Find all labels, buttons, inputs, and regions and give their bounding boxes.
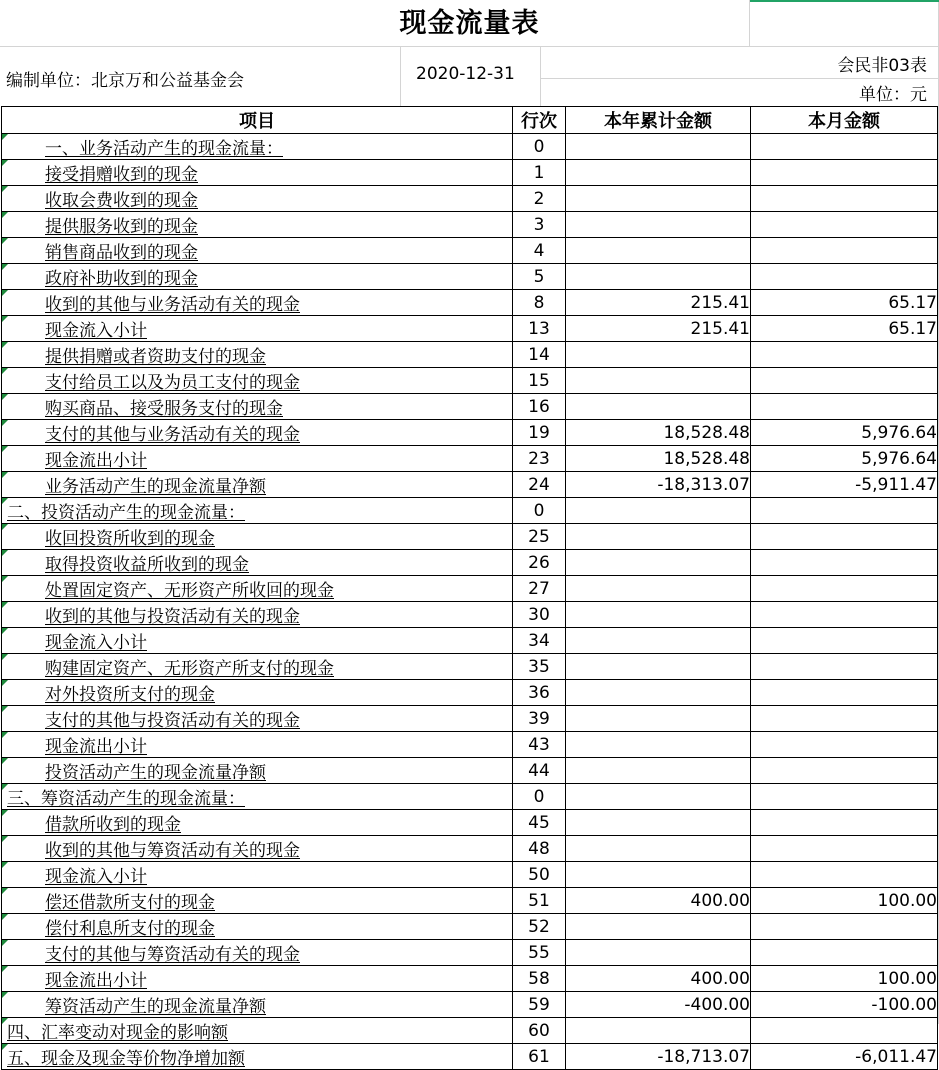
row-month[interactable] xyxy=(751,940,938,966)
row-line[interactable]: 14 xyxy=(513,342,566,368)
row-item: 支付的其他与业务活动有关的现金 xyxy=(45,425,300,445)
row-ytd[interactable]: 18,528.48 xyxy=(566,446,751,472)
error-indicator-icon xyxy=(2,680,8,686)
row-month[interactable] xyxy=(751,524,938,550)
row-item: 现金流入小计 xyxy=(45,633,147,653)
table-row[interactable] xyxy=(2,940,938,966)
error-indicator-icon xyxy=(2,238,8,244)
row-item: 收到的其他与业务活动有关的现金 xyxy=(45,295,300,315)
row-month[interactable] xyxy=(751,212,938,238)
row-month[interactable] xyxy=(751,160,938,186)
row-month[interactable] xyxy=(751,134,938,160)
table-header-row xyxy=(2,107,938,134)
table-row[interactable] xyxy=(2,212,938,238)
row-item: 投资活动产生的现金流量净额 xyxy=(45,763,266,783)
error-indicator-icon xyxy=(2,628,8,634)
row-line[interactable]: 51 xyxy=(513,888,566,914)
row-line[interactable]: 39 xyxy=(513,706,566,732)
row-item: 现金流出小计 xyxy=(45,737,147,757)
error-indicator-icon xyxy=(2,290,8,296)
error-indicator-icon xyxy=(2,888,8,894)
table-row[interactable] xyxy=(2,784,938,810)
row-month[interactable] xyxy=(751,706,938,732)
error-indicator-icon xyxy=(2,472,8,478)
row-ytd[interactable] xyxy=(566,732,751,758)
row-line[interactable]: 45 xyxy=(513,810,566,836)
row-item-cell[interactable] xyxy=(2,134,513,160)
error-indicator-icon xyxy=(2,602,8,608)
row-item-cell[interactable] xyxy=(2,758,513,784)
row-ytd[interactable]: 215.41 xyxy=(566,316,751,342)
row-item-cell[interactable] xyxy=(2,550,513,576)
report-title: 现金流量表 xyxy=(399,8,540,39)
table-row[interactable] xyxy=(2,1044,938,1070)
row-item-cell[interactable] xyxy=(2,680,513,706)
row-month[interactable] xyxy=(751,602,938,628)
row-line[interactable]: 30 xyxy=(513,602,566,628)
row-ytd[interactable] xyxy=(566,264,751,290)
row-ytd[interactable] xyxy=(566,550,751,576)
row-item: 现金流入小计 xyxy=(45,321,147,341)
row-item: 支付的其他与筹资活动有关的现金 xyxy=(45,945,300,965)
table-row[interactable] xyxy=(2,810,938,836)
row-item: 提供服务收到的现金 xyxy=(45,217,198,237)
row-line[interactable]: 0 xyxy=(513,498,566,524)
row-line[interactable]: 1 xyxy=(513,160,566,186)
row-line[interactable]: 36 xyxy=(513,680,566,706)
row-month[interactable] xyxy=(751,758,938,784)
row-item: 接受捐赠收到的现金 xyxy=(45,165,198,185)
row-item-cell[interactable] xyxy=(2,966,513,992)
row-item: 现金流入小计 xyxy=(45,867,147,887)
row-item: 支付给员工以及为员工支付的现金 xyxy=(45,373,300,393)
report-date[interactable]: 2020-12-31 xyxy=(416,64,515,84)
row-ytd[interactable] xyxy=(566,706,751,732)
row-ytd[interactable] xyxy=(566,914,751,940)
row-item: 筹资活动产生的现金流量净额 xyxy=(45,997,266,1017)
row-item-cell[interactable] xyxy=(2,914,513,940)
row-line[interactable]: 55 xyxy=(513,940,566,966)
row-item-cell[interactable] xyxy=(2,654,513,680)
row-item-cell[interactable] xyxy=(2,498,513,524)
row-month[interactable] xyxy=(751,238,938,264)
row-month[interactable] xyxy=(751,862,938,888)
row-ytd[interactable] xyxy=(566,238,751,264)
row-month[interactable] xyxy=(751,550,938,576)
table-row[interactable] xyxy=(2,264,938,290)
row-line[interactable]: 2 xyxy=(513,186,566,212)
header-item: 项目 xyxy=(2,107,513,134)
gridline xyxy=(540,46,541,106)
row-item-cell[interactable] xyxy=(2,394,513,420)
row-line[interactable]: 23 xyxy=(513,446,566,472)
row-ytd[interactable] xyxy=(566,212,751,238)
row-ytd[interactable] xyxy=(566,576,751,602)
row-month[interactable]: 5,976.64 xyxy=(751,420,938,446)
table-row[interactable] xyxy=(2,654,938,680)
error-indicator-icon xyxy=(2,160,8,166)
row-ytd[interactable] xyxy=(566,1018,751,1044)
row-item: 业务活动产生的现金流量净额 xyxy=(45,477,266,497)
row-item-cell[interactable] xyxy=(2,836,513,862)
row-line[interactable]: 24 xyxy=(513,472,566,498)
row-line[interactable]: 48 xyxy=(513,836,566,862)
form-code: 会民非03表 xyxy=(837,56,927,76)
error-indicator-icon xyxy=(2,368,8,374)
table-row[interactable] xyxy=(2,966,938,992)
table-row[interactable] xyxy=(2,836,938,862)
row-item-cell[interactable] xyxy=(2,992,513,1018)
row-item: 四、汇率变动对现金的影响额 xyxy=(7,1023,228,1043)
row-item: 购建固定资产、无形资产所支付的现金 xyxy=(45,659,334,679)
org-label: 编制单位：北京万和公益基金会 xyxy=(6,71,244,91)
row-month[interactable] xyxy=(751,576,938,602)
row-item: 收取会费收到的现金 xyxy=(45,191,198,211)
table-row[interactable] xyxy=(2,498,938,524)
table-row[interactable] xyxy=(2,758,938,784)
row-ytd[interactable]: 18,528.48 xyxy=(566,420,751,446)
table-row[interactable] xyxy=(2,914,938,940)
row-item: 现金流出小计 xyxy=(45,451,147,471)
row-item-cell[interactable] xyxy=(2,186,513,212)
row-line[interactable]: 52 xyxy=(513,914,566,940)
error-indicator-icon xyxy=(2,576,8,582)
row-ytd[interactable] xyxy=(566,524,751,550)
error-indicator-icon xyxy=(2,966,8,972)
table-body xyxy=(2,134,938,1070)
row-item-cell[interactable] xyxy=(2,446,513,472)
table-row[interactable] xyxy=(2,628,938,654)
table-row[interactable] xyxy=(2,316,938,342)
table-row[interactable] xyxy=(2,394,938,420)
row-line[interactable]: 44 xyxy=(513,758,566,784)
header-ytd: 本年累计金额 xyxy=(566,107,751,134)
row-item: 收到的其他与投资活动有关的现金 xyxy=(45,607,300,627)
row-month[interactable] xyxy=(751,342,938,368)
row-item: 对外投资所支付的现金 xyxy=(45,685,215,705)
row-item: 处置固定资产、无形资产所收回的现金 xyxy=(45,581,334,601)
row-item-cell[interactable] xyxy=(2,784,513,810)
row-item-cell[interactable] xyxy=(2,706,513,732)
row-line[interactable]: 27 xyxy=(513,576,566,602)
row-month[interactable] xyxy=(751,264,938,290)
error-indicator-icon xyxy=(2,264,8,270)
table-row[interactable] xyxy=(2,602,938,628)
table-row[interactable] xyxy=(2,862,938,888)
row-ytd[interactable] xyxy=(566,680,751,706)
row-line[interactable]: 3 xyxy=(513,212,566,238)
table-row[interactable] xyxy=(2,680,938,706)
row-ytd[interactable]: -400.00 xyxy=(566,992,751,1018)
unit-label: 单位：元 xyxy=(859,85,927,105)
row-item-cell[interactable] xyxy=(2,628,513,654)
row-ytd[interactable] xyxy=(566,758,751,784)
row-line[interactable]: 58 xyxy=(513,966,566,992)
row-month[interactable] xyxy=(751,186,938,212)
row-ytd[interactable] xyxy=(566,186,751,212)
row-ytd[interactable] xyxy=(566,394,751,420)
row-month[interactable] xyxy=(751,914,938,940)
header-line: 行次 xyxy=(513,107,566,134)
row-item-cell[interactable] xyxy=(2,888,513,914)
error-indicator-icon xyxy=(2,732,8,738)
row-ytd[interactable] xyxy=(566,160,751,186)
cash-flow-table xyxy=(1,106,938,1070)
row-ytd[interactable] xyxy=(566,810,751,836)
row-ytd[interactable] xyxy=(566,628,751,654)
table-row[interactable] xyxy=(2,706,938,732)
error-indicator-icon xyxy=(2,212,8,218)
row-line[interactable]: 0 xyxy=(513,134,566,160)
row-month[interactable] xyxy=(751,368,938,394)
row-line[interactable]: 61 xyxy=(513,1044,566,1070)
row-ytd[interactable] xyxy=(566,342,751,368)
row-month[interactable] xyxy=(751,810,938,836)
table-row[interactable] xyxy=(2,992,938,1018)
row-line[interactable]: 26 xyxy=(513,550,566,576)
row-month[interactable]: -100.00 xyxy=(751,992,938,1018)
table-row[interactable] xyxy=(2,420,938,446)
error-indicator-icon xyxy=(2,1044,8,1050)
row-item-cell[interactable] xyxy=(2,940,513,966)
table-row[interactable] xyxy=(2,290,938,316)
row-item-cell[interactable] xyxy=(2,1044,513,1070)
row-item-cell[interactable] xyxy=(2,212,513,238)
row-item: 五、现金及现金等价物净增加额 xyxy=(7,1049,245,1069)
row-month[interactable]: 100.00 xyxy=(751,888,938,914)
row-item: 偿付利息所支付的现金 xyxy=(45,919,215,939)
row-month[interactable]: 100.00 xyxy=(751,966,938,992)
row-month[interactable] xyxy=(751,732,938,758)
row-ytd[interactable] xyxy=(566,498,751,524)
row-line[interactable]: 8 xyxy=(513,290,566,316)
row-ytd[interactable] xyxy=(566,862,751,888)
table-row[interactable] xyxy=(2,732,938,758)
row-month[interactable] xyxy=(751,680,938,706)
row-line[interactable]: 35 xyxy=(513,654,566,680)
gridline xyxy=(0,46,939,47)
error-indicator-icon xyxy=(2,836,8,842)
row-line[interactable]: 13 xyxy=(513,316,566,342)
row-item: 收到的其他与筹资活动有关的现金 xyxy=(45,841,300,861)
row-item: 借款所收到的现金 xyxy=(45,815,181,835)
row-ytd[interactable]: 400.00 xyxy=(566,966,751,992)
error-indicator-icon xyxy=(2,914,8,920)
header-month: 本月金额 xyxy=(751,107,938,134)
row-month[interactable] xyxy=(751,836,938,862)
row-month[interactable]: 65.17 xyxy=(751,316,938,342)
row-line[interactable]: 0 xyxy=(513,784,566,810)
row-item: 现金流出小计 xyxy=(45,971,147,991)
row-item-cell[interactable] xyxy=(2,472,513,498)
error-indicator-icon xyxy=(2,654,8,660)
error-indicator-icon xyxy=(2,394,8,400)
row-item: 销售商品收到的现金 xyxy=(45,243,198,263)
row-month[interactable] xyxy=(751,498,938,524)
row-line[interactable]: 43 xyxy=(513,732,566,758)
error-indicator-icon xyxy=(2,1018,8,1024)
table-row[interactable] xyxy=(2,342,938,368)
table-row[interactable] xyxy=(2,186,938,212)
row-item: 一、业务活动产生的现金流量： xyxy=(45,139,283,159)
error-indicator-icon xyxy=(2,342,8,348)
row-ytd[interactable]: 215.41 xyxy=(566,290,751,316)
error-indicator-icon xyxy=(2,940,8,946)
row-item-cell[interactable] xyxy=(2,290,513,316)
row-item-cell[interactable] xyxy=(2,420,513,446)
row-item-cell[interactable] xyxy=(2,368,513,394)
row-item-cell[interactable] xyxy=(2,238,513,264)
gridline xyxy=(540,78,939,79)
error-indicator-icon xyxy=(2,992,8,998)
row-line[interactable]: 25 xyxy=(513,524,566,550)
row-ytd[interactable] xyxy=(566,654,751,680)
table-row[interactable] xyxy=(2,238,938,264)
row-item-cell[interactable] xyxy=(2,862,513,888)
row-item-cell[interactable] xyxy=(2,524,513,550)
row-month[interactable] xyxy=(751,784,938,810)
error-indicator-icon xyxy=(2,316,8,322)
row-ytd[interactable] xyxy=(566,602,751,628)
row-line[interactable]: 60 xyxy=(513,1018,566,1044)
row-item: 支付的其他与投资活动有关的现金 xyxy=(45,711,300,731)
row-month[interactable]: 5,976.64 xyxy=(751,446,938,472)
table-row[interactable] xyxy=(2,134,938,160)
row-month[interactable] xyxy=(751,394,938,420)
row-month[interactable]: -6,011.47 xyxy=(751,1044,938,1070)
row-item-cell[interactable] xyxy=(2,810,513,836)
row-line[interactable]: 19 xyxy=(513,420,566,446)
table-row[interactable] xyxy=(2,576,938,602)
row-line[interactable]: 50 xyxy=(513,862,566,888)
row-month[interactable]: 65.17 xyxy=(751,290,938,316)
table-row[interactable] xyxy=(2,888,938,914)
error-indicator-icon xyxy=(2,784,8,790)
row-item: 提供捐赠或者资助支付的现金 xyxy=(45,347,266,367)
error-indicator-icon xyxy=(2,862,8,868)
row-ytd[interactable] xyxy=(566,836,751,862)
row-item-cell[interactable] xyxy=(2,160,513,186)
row-item-cell[interactable] xyxy=(2,576,513,602)
error-indicator-icon xyxy=(2,420,8,426)
table-row[interactable] xyxy=(2,368,938,394)
row-ytd[interactable] xyxy=(566,134,751,160)
row-item-cell[interactable] xyxy=(2,732,513,758)
row-line[interactable]: 16 xyxy=(513,394,566,420)
row-ytd[interactable] xyxy=(566,940,751,966)
row-month[interactable] xyxy=(751,1018,938,1044)
row-month[interactable] xyxy=(751,628,938,654)
row-ytd[interactable]: -18,313.07 xyxy=(566,472,751,498)
row-item-cell[interactable] xyxy=(2,602,513,628)
gridline xyxy=(400,46,401,106)
row-item-cell[interactable] xyxy=(2,264,513,290)
error-indicator-icon xyxy=(2,446,8,452)
row-month[interactable]: -5,911.47 xyxy=(751,472,938,498)
table-row[interactable] xyxy=(2,472,938,498)
row-ytd[interactable]: 400.00 xyxy=(566,888,751,914)
row-item-cell[interactable] xyxy=(2,1018,513,1044)
row-line[interactable]: 59 xyxy=(513,992,566,1018)
row-line[interactable]: 5 xyxy=(513,264,566,290)
error-indicator-icon xyxy=(2,134,8,140)
row-item: 偿还借款所支付的现金 xyxy=(45,893,215,913)
row-item: 二、投资活动产生的现金流量： xyxy=(7,503,245,523)
table-row[interactable] xyxy=(2,446,938,472)
error-indicator-icon xyxy=(2,186,8,192)
error-indicator-icon xyxy=(2,810,8,816)
row-item: 取得投资收益所收到的现金 xyxy=(45,555,249,575)
error-indicator-icon xyxy=(2,524,8,530)
row-item: 三、筹资活动产生的现金流量： xyxy=(7,789,245,809)
row-item-cell[interactable] xyxy=(2,316,513,342)
row-line[interactable]: 15 xyxy=(513,368,566,394)
row-line[interactable]: 4 xyxy=(513,238,566,264)
row-ytd[interactable] xyxy=(566,368,751,394)
row-line[interactable]: 34 xyxy=(513,628,566,654)
error-indicator-icon xyxy=(2,758,8,764)
table-row[interactable] xyxy=(2,550,938,576)
row-month[interactable] xyxy=(751,654,938,680)
row-item: 收回投资所收到的现金 xyxy=(45,529,215,549)
row-ytd[interactable]: -18,713.07 xyxy=(566,1044,751,1070)
error-indicator-icon xyxy=(2,550,8,556)
error-indicator-icon xyxy=(2,498,8,504)
row-ytd[interactable] xyxy=(566,784,751,810)
table-row[interactable] xyxy=(2,524,938,550)
table-row[interactable] xyxy=(2,1018,938,1044)
row-item: 购买商品、接受服务支付的现金 xyxy=(45,399,283,419)
table-row[interactable] xyxy=(2,160,938,186)
error-indicator-icon xyxy=(2,706,8,712)
row-item-cell[interactable] xyxy=(2,342,513,368)
row-item: 政府补助收到的现金 xyxy=(45,269,198,289)
